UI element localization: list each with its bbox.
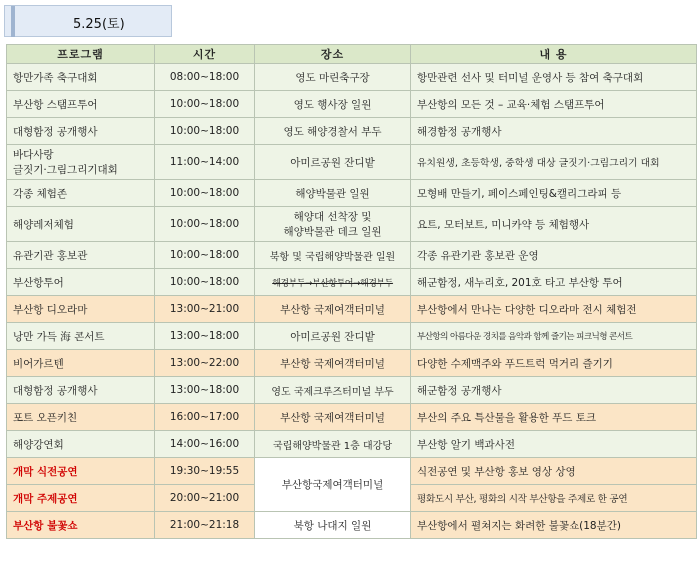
content-cell: 유치원생, 초등학생, 중학생 대상 글짓기·그림그리기 대회: [411, 145, 697, 180]
table-row: [7, 404, 697, 431]
content-cell: 항만관련 선사 및 터미널 운영사 등 참여 축구대회: [411, 64, 697, 91]
table-row: [7, 458, 697, 485]
program-cell: 비어가르텐: [7, 350, 155, 377]
time-cell: 21:00~21:18: [155, 512, 255, 539]
place-cell: 부산항 국제여객터미널: [255, 350, 411, 377]
time-cell: 10:00~18:00: [155, 118, 255, 145]
place-cell: 국립해양박물관 1층 대강당: [255, 431, 411, 458]
program-cell: 포트 오픈키친: [7, 404, 155, 431]
program-cell: 부산항 불꽃쇼: [7, 512, 155, 539]
time-cell: 11:00~14:00: [155, 145, 255, 180]
place-cell: 해양박물관 일원: [255, 180, 411, 207]
content-cell: 식전공연 및 부산항 홍보 영상 상영: [411, 458, 697, 485]
table-row: [7, 323, 697, 350]
program-cell: 각종 체험존: [7, 180, 155, 207]
place-line-2: 해양박물관 데크 일원: [283, 226, 382, 238]
content-cell: 부산항의 모든 것 – 교육·체험 스탬프투어: [411, 91, 697, 118]
content-cell: 평화도시 부산, 평화의 시작 부산항을 주제로 한 공연: [411, 485, 697, 512]
table-row: [7, 242, 697, 269]
table-row: [7, 180, 697, 207]
header-place: 장소: [255, 45, 411, 64]
table-row: [7, 431, 697, 458]
time-cell: 13:00~21:00: [155, 296, 255, 323]
content-cell: 다양한 수제맥주와 푸드트럭 먹거리 즐기기: [411, 350, 697, 377]
program-cell: 부산항 스탬프투어: [7, 91, 155, 118]
time-cell: 19:30~19:55: [155, 458, 255, 485]
place-cell: 해경부두→부산항투어→해경부두: [255, 269, 411, 296]
place-cell: 북항 및 국립해양박물관 일원: [255, 242, 411, 269]
table-row: [7, 377, 697, 404]
schedule-table: [6, 44, 697, 539]
content-cell: 부산항 알기 백과사전: [411, 431, 697, 458]
table-row: [7, 91, 697, 118]
program-cell: 부산항투어: [7, 269, 155, 296]
program-cell: 부산항 디오라마: [7, 296, 155, 323]
program-cell: 대형함정 공개행사: [7, 118, 155, 145]
place-cell: 부산항 국제여객터미널: [255, 296, 411, 323]
time-cell: 14:00~16:00: [155, 431, 255, 458]
table-row: [7, 118, 697, 145]
header-time: 시간: [155, 45, 255, 64]
place-line-1: 해양대 선착장 및: [293, 211, 372, 223]
date-tab[interactable]: [4, 5, 172, 37]
time-cell: 13:00~22:00: [155, 350, 255, 377]
program-line-1: 바다사랑: [13, 149, 54, 161]
place-cell: 영도 해양경찰서 부두: [255, 118, 411, 145]
content-cell: 각종 유관기관 홍보관 운영: [411, 242, 697, 269]
table-row: [7, 64, 697, 91]
time-cell: 10:00~18:00: [155, 91, 255, 118]
time-cell: 10:00~18:00: [155, 269, 255, 296]
time-cell: 08:00~18:00: [155, 64, 255, 91]
time-cell: 20:00~21:00: [155, 485, 255, 512]
time-cell: 10:00~18:00: [155, 180, 255, 207]
content-cell: 부산항에서 만나는 다양한 디오라마 전시 체험전: [411, 296, 697, 323]
program-cell: 낭만 가득 海 콘서트: [7, 323, 155, 350]
header-content: 내 용: [411, 45, 697, 64]
place-cell-merged: 부산항국제여객터미널: [255, 458, 411, 512]
program-cell: [7, 145, 155, 180]
place-cell: 아미르공원 잔디밭: [255, 323, 411, 350]
program-cell: 유관기관 홍보관: [7, 242, 155, 269]
place-cell: 영도 국제크루즈터미널 부두: [255, 377, 411, 404]
time-cell: 13:00~18:00: [155, 377, 255, 404]
content-cell: 해군함정, 새누리호, 201호 타고 부산항 투어: [411, 269, 697, 296]
table-row: [7, 350, 697, 377]
date-label: 5.25(토): [73, 17, 125, 32]
table-row: [7, 207, 697, 242]
program-cell: 대형함정 공개행사: [7, 377, 155, 404]
place-cell: 아미르공원 잔디밭: [255, 145, 411, 180]
time-cell: 16:00~17:00: [155, 404, 255, 431]
program-cell: 항만가족 축구대회: [7, 64, 155, 91]
content-cell: 부산의 주요 특산물을 활용한 푸드 토크: [411, 404, 697, 431]
program-line-2: 글짓기·그림그리기대회: [13, 164, 118, 176]
time-cell: 13:00~18:00: [155, 323, 255, 350]
content-cell: 모형배 만들기, 페이스페인팅&캘리그라피 등: [411, 180, 697, 207]
place-cell: [255, 207, 411, 242]
program-cell: 개막 식전공연: [7, 458, 155, 485]
table-row: [7, 269, 697, 296]
table-row: [7, 512, 697, 539]
table-row: [7, 296, 697, 323]
place-cell: 영도 마린축구장: [255, 64, 411, 91]
content-cell: 부산항에서 펼쳐지는 화려한 불꽃쇼(18분간): [411, 512, 697, 539]
program-cell: 해양강연회: [7, 431, 155, 458]
time-cell: 10:00~18:00: [155, 242, 255, 269]
place-cell: 북항 나대지 일원: [255, 512, 411, 539]
table-row: [7, 145, 697, 180]
place-cell: 부산항 국제여객터미널: [255, 404, 411, 431]
header-program: 프로그램: [7, 45, 155, 64]
program-cell: 해양레저체험: [7, 207, 155, 242]
header-row: [7, 45, 697, 64]
content-cell: 부산항의 아름다운 경치를 음악과 함께 즐기는 피크닉형 콘서트: [411, 323, 697, 350]
content-cell: 해경함정 공개행사: [411, 118, 697, 145]
content-cell: 요트, 모터보트, 미니카약 등 체험행사: [411, 207, 697, 242]
place-cell: 영도 행사장 일원: [255, 91, 411, 118]
program-cell: 개막 주제공연: [7, 485, 155, 512]
content-cell: 해군함정 공개행사: [411, 377, 697, 404]
tab-accent-bar: [11, 6, 15, 37]
time-cell: 10:00~18:00: [155, 207, 255, 242]
